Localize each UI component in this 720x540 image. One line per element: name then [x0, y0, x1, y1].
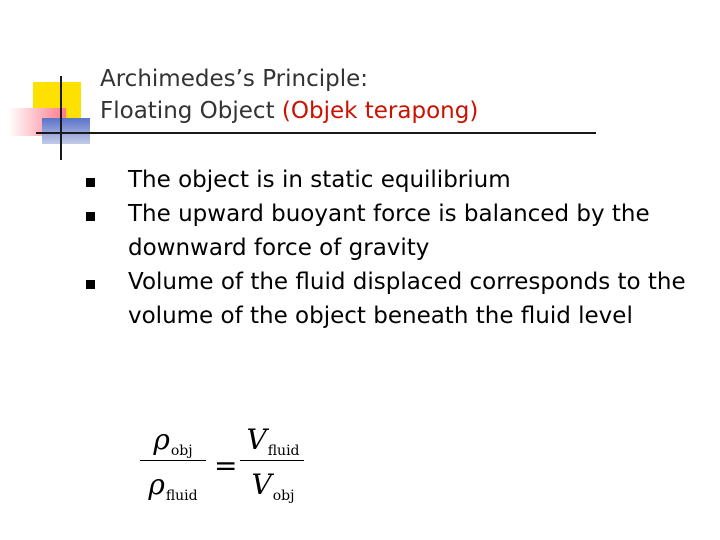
- fraction-bar: [240, 460, 304, 461]
- bullet-list: [86, 163, 706, 333]
- subscript-fluid: fluid: [267, 443, 300, 459]
- object-volume: [240, 465, 306, 505]
- title-translation: (Objek terapong): [281, 98, 479, 124]
- subscript-obj: obj: [272, 488, 295, 504]
- bullet-square-icon: [86, 178, 95, 187]
- fluid-density: [140, 465, 206, 505]
- rho-symbol: ρ: [153, 423, 170, 456]
- title-main-text: Floating Object: [100, 98, 282, 124]
- volume-ratio: [240, 420, 306, 505]
- decorative-vertical-line: [60, 76, 62, 160]
- bullet-item: [86, 197, 706, 265]
- v-symbol: V: [246, 423, 267, 456]
- bullet-text: The object is in static equilibrium: [128, 167, 511, 193]
- bullet-item: [86, 265, 706, 333]
- v-symbol: V: [251, 468, 272, 501]
- decorative-blue-block: [42, 118, 90, 144]
- density-volume-formula: [140, 420, 320, 512]
- title-underline: [36, 132, 596, 134]
- equals-sign: =: [214, 449, 238, 482]
- fluid-volume: [240, 420, 306, 460]
- density-ratio: [140, 420, 206, 505]
- fraction-bar: [140, 460, 206, 461]
- bullet-square-icon: [86, 212, 95, 221]
- bullet-text: Volume of the fluid displaced corresponds to the volume of the object beneath the fluid level: [128, 269, 686, 329]
- slide-title: [100, 63, 478, 127]
- rho-symbol: ρ: [148, 468, 165, 501]
- title-line-2: [100, 95, 478, 127]
- bullet-item: [86, 163, 706, 197]
- object-density: [140, 420, 206, 460]
- subscript-obj: obj: [170, 443, 193, 459]
- bullet-square-icon: [86, 280, 95, 289]
- subscript-fluid: fluid: [165, 488, 198, 504]
- title-line-1: Archimedes’s Principle:: [100, 66, 369, 92]
- bullet-text: The upward buoyant force is balanced by the downward force of gravity: [128, 201, 650, 261]
